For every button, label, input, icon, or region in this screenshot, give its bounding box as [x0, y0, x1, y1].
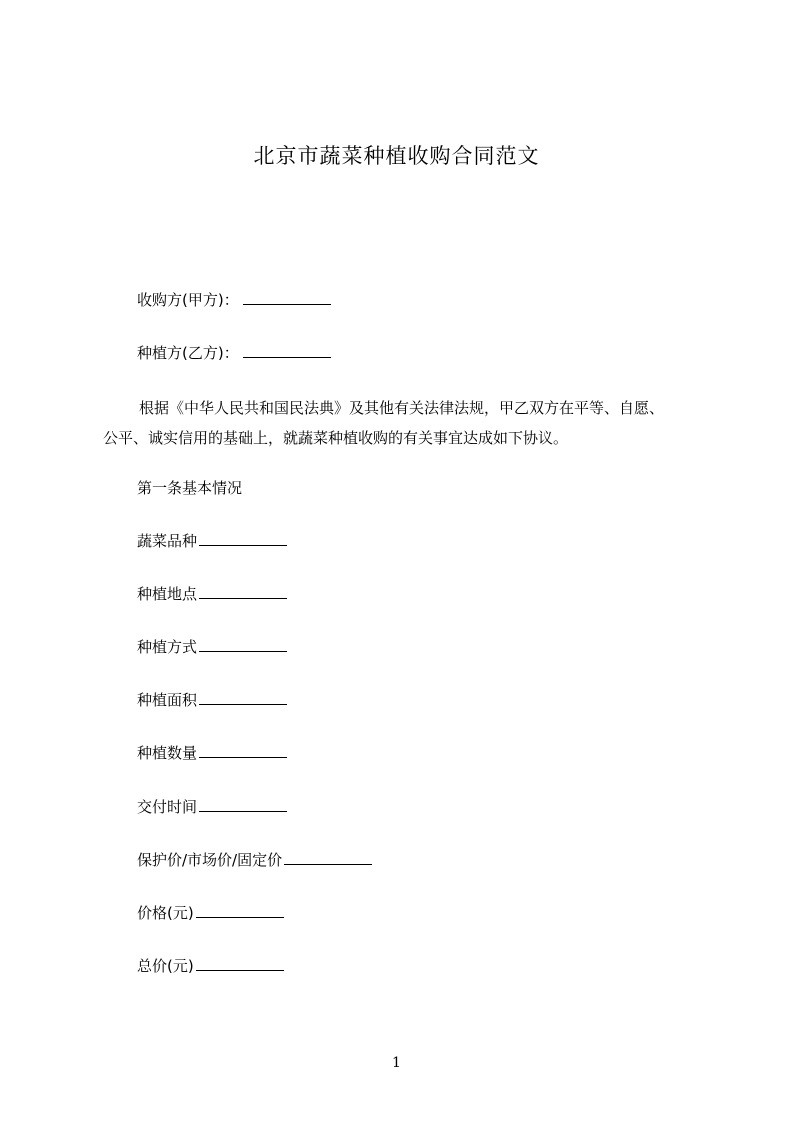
field-blank: [199, 743, 287, 758]
field-price-type: [137, 849, 372, 871]
party-b-line: [137, 342, 331, 364]
section-1-heading: 第一条基本情况: [137, 479, 243, 497]
field-label: 保护价/市场价/固定价: [137, 851, 283, 869]
party-b-blank: [243, 343, 331, 358]
field-label: 种植方式: [137, 638, 198, 656]
intro-paragraph: [103, 393, 703, 453]
field-planting-quantity: [137, 742, 287, 764]
field-blank: [284, 850, 372, 865]
party-a-label: 收购方(甲方)：: [137, 291, 239, 309]
field-blank: [199, 690, 287, 705]
field-label: 交付时间: [137, 798, 198, 816]
page-number: 1: [392, 1055, 401, 1071]
field-delivery-time: [137, 796, 287, 818]
field-planting-area: [137, 689, 287, 711]
field-blank: [199, 531, 287, 546]
field-total-price: [137, 955, 284, 977]
field-blank: [199, 584, 287, 599]
field-blank: [196, 956, 284, 971]
field-label: 种植地点: [137, 585, 198, 603]
field-blank: [199, 797, 287, 812]
field-label: 总价(元): [137, 957, 194, 975]
field-label: 蔬菜品种: [137, 532, 198, 550]
intro-line-2: 公平、诚实信用的基础上，就蔬菜种植收购的有关事宜达成如下协议。: [103, 429, 569, 447]
party-a-line: [137, 289, 331, 311]
field-label: 种植数量: [137, 744, 198, 762]
page-title: 北京市蔬菜种植收购合同范文: [253, 144, 540, 168]
party-a-blank: [243, 290, 331, 305]
field-vegetable-variety: [137, 530, 287, 552]
field-planting-method: [137, 636, 287, 658]
field-label: 种植面积: [137, 691, 198, 709]
field-label: 价格(元): [137, 904, 194, 922]
field-planting-location: [137, 583, 287, 605]
party-b-label: 种植方(乙方)：: [137, 344, 239, 362]
field-blank: [199, 637, 287, 652]
intro-line-1: 根据《中华人民共和国民法典》及其他有关法律法规，甲乙双方在平等、自愿、: [139, 399, 665, 417]
field-unit-price: [137, 902, 284, 924]
field-blank: [196, 903, 284, 918]
